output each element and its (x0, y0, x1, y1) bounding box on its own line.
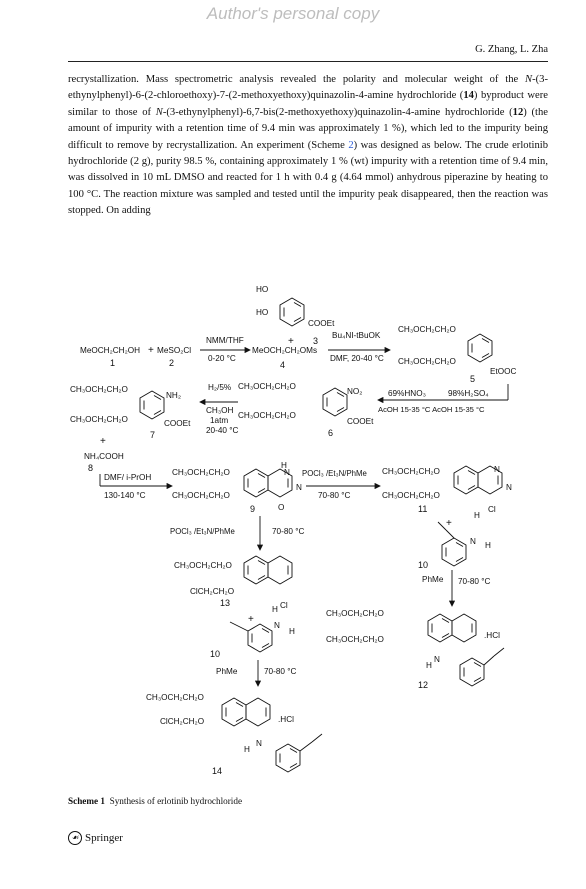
atom-cl: Cl (280, 601, 288, 610)
conditions: POCl₃ /Et₃N/PhMe (302, 469, 367, 478)
figure-caption (68, 796, 242, 806)
atom-n: N (434, 655, 440, 664)
compound-5-label: 5 (470, 374, 476, 384)
atom-no2: NO₂ (347, 387, 363, 396)
substituent: CH₃OCH₂CH₂O (238, 411, 296, 420)
conditions: NMM/THF (206, 336, 244, 345)
conditions: 70-80 °C (458, 577, 491, 586)
atom-etooc: EtOOC (490, 367, 517, 376)
conditions: DMF, 20-40 °C (330, 354, 384, 363)
conditions: H₂/5% (208, 383, 232, 392)
substituent: CH₃OCH₂CH₂O (238, 382, 296, 391)
compound-4-label: 4 (280, 360, 286, 370)
reagent-1: MeOCH₂CH₂OH (80, 346, 141, 355)
substituent: CH₃OCH₂CH₂O (326, 609, 384, 618)
conditions: 69%HNO₃ (388, 389, 426, 398)
conditions: CH₃OH (206, 406, 234, 415)
compound-6-label: 6 (328, 428, 334, 438)
conditions: PhMe (216, 667, 238, 676)
publisher-name: Springer (85, 832, 123, 844)
conditions: POCl₃ /Et₃N/PhMe (170, 527, 235, 536)
atom-cooet: COOEt (308, 319, 335, 328)
conditions: 98%H₂SO₄ (448, 389, 489, 398)
atom-n: N (284, 468, 290, 477)
atom-o: O (278, 503, 285, 512)
compound-11-label: 11 (418, 504, 428, 514)
conditions: 0-20 °C (208, 354, 236, 363)
atom-n: N (256, 739, 262, 748)
atom-n: N (506, 483, 512, 492)
intermediate-4: MeOCH₂CH₂OMs (252, 346, 318, 355)
conditions: 70-80 °C (264, 667, 297, 676)
atom-h: H (289, 627, 295, 636)
conditions: 70-80 °C (318, 491, 351, 500)
compound-1-label: 1 (110, 358, 116, 368)
atom-n: N (494, 465, 500, 474)
substituent: CH₃OCH₂CH₂O (326, 635, 384, 644)
atom-h: H (485, 541, 491, 550)
compound-10-label: 10 (418, 560, 429, 570)
compound-8-label: 8 (88, 463, 94, 473)
atom-ho: HO (256, 285, 269, 294)
substituent: CH₃OCH₂CH₂O (172, 491, 230, 500)
plus-sign: + (446, 518, 452, 529)
substituent: CH₃OCH₂CH₂O (382, 491, 440, 500)
substituent: ClCH₂CH₂O (190, 587, 235, 596)
body-text (68, 72, 548, 220)
running-head: G. Zhang, L. Zha (475, 44, 548, 55)
plus-sign: + (288, 336, 294, 347)
compound-13-label: 13 (220, 598, 231, 608)
substituent: CH₃OCH₂CH₂O (174, 561, 232, 570)
springer-horse-icon: ☙ (68, 831, 82, 845)
plus-sign: + (100, 436, 106, 447)
substituent: CH₃OCH₂CH₂O (70, 415, 128, 424)
conditions: Bu₄NI-tBuOK (332, 331, 381, 340)
reagent-2: MeSO₂Cl (157, 346, 192, 355)
atom-n: N (470, 537, 476, 546)
conditions: 20-40 °C (206, 426, 239, 435)
plus-sign: + (148, 345, 154, 356)
substituent: CH₃OCH₂CH₂O (398, 357, 456, 366)
conditions: 70-80 °C (272, 527, 305, 536)
atom-n: N (274, 621, 280, 630)
compound-10-label: 10 (210, 649, 221, 659)
atom-cooet: COOEt (347, 417, 374, 426)
atom-h: H (281, 461, 287, 470)
synthesis-scheme (60, 272, 530, 792)
compound-14-label: 14 (212, 766, 223, 776)
conditions: 1atm (210, 416, 229, 425)
atom-h: H (272, 605, 278, 614)
paragraph: recrystallization. Mass spectrometric analysis revealed the polarity and molecular weight of the N-(3-ethynylphenyl)-6-(2-chloroethoxy)-7-(2-methoxyethoxy)quinazolin-4-amine hydrochloride (14) byproduct were similar to those of N-(3-ethynylphenyl)-6,7-bis(2-methoxyethoxy)quinazolin-4-amine hydrochloride (12) (the amount of impurity with a retention time of 9.4 min was approximately 1 %), which led to the impurity being difficult to remove by recrystallization. An experiment (Scheme 2) was designed as below. The crude erlotinib hydrochloride (2 g), purity 98.5 %, containing approximately 1 % (wt) impurity with a retention time of 9.4 min, was dissolved in 10 mL DMSO and reacted for 1 h with 0.4 g (4.64 mmol) anhydrous piperazine by heating to 100 °C. The reaction mixture was sampled and tested until the impurity peak disappeared, then the reaction was stopped. On adding (68, 74, 549, 217)
atom-h: H (244, 745, 250, 754)
publisher-footer (68, 831, 123, 845)
conditions: DMF/ i-PrOH (104, 473, 152, 482)
atom-n: N (296, 483, 302, 492)
compound-9-label: 9 (250, 504, 256, 514)
atom-hcl: .HCl (484, 631, 500, 640)
atom-h: H (474, 511, 480, 520)
compound-12-label: 12 (418, 680, 429, 690)
substituent: CH₃OCH₂CH₂O (382, 467, 440, 476)
substituent: CH₃OCH₂CH₂O (172, 468, 230, 477)
atom-cooet: COOEt (164, 419, 191, 428)
atom-cl: Cl (488, 505, 496, 514)
substituent: CH₃OCH₂CH₂O (398, 325, 456, 334)
scheme-link[interactable]: 2 (348, 139, 354, 151)
conditions: 130-140 °C (104, 491, 146, 500)
reagent-8: NH₄COOH (84, 452, 124, 461)
substituent: CH₃OCH₂CH₂O (146, 693, 204, 702)
atom-h: H (426, 661, 432, 670)
caption-label: Scheme 1 (68, 796, 105, 806)
plus-sign: + (248, 614, 254, 625)
substituent: CH₃OCH₂CH₂O (70, 385, 128, 394)
atom-ho: HO (256, 308, 269, 317)
substituent: ClCH₂CH₂O (160, 717, 205, 726)
compound-7-label: 7 (150, 430, 156, 440)
caption-text: Synthesis of erlotinib hydrochloride (109, 796, 243, 806)
conditions: AcOH 15-35 °C AcOH 15-35 °C (378, 405, 485, 414)
compound-2-label: 2 (169, 358, 175, 368)
header-rule (68, 61, 548, 62)
compound-3-label: 3 (313, 336, 319, 346)
conditions: PhMe (422, 575, 444, 584)
atom-nh2: NH₂ (166, 391, 182, 400)
atom-hcl: .HCl (278, 715, 294, 724)
watermark: Author's personal copy (206, 4, 380, 23)
